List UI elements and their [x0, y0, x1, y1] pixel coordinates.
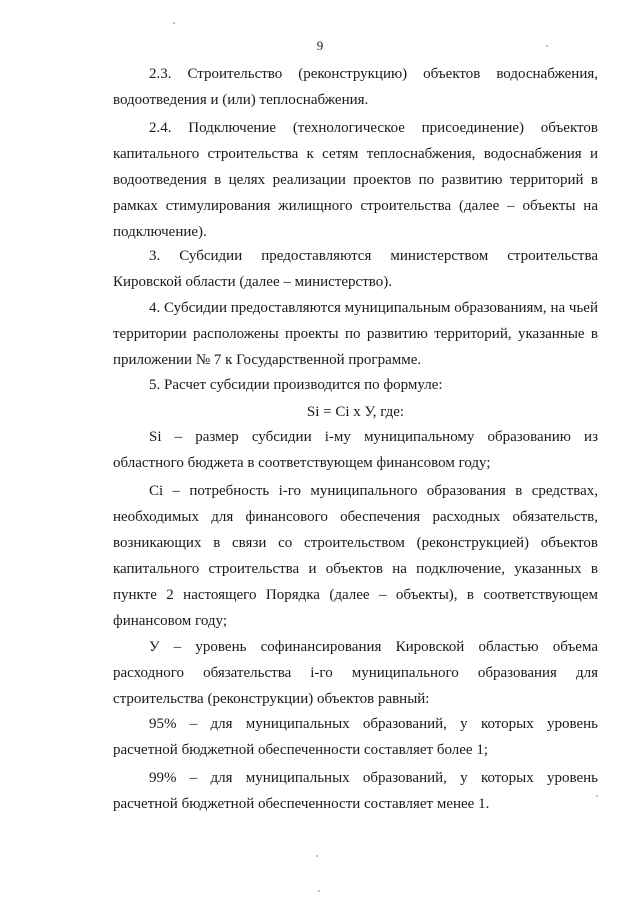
formula — [113, 399, 598, 425]
scan-speck — [318, 890, 320, 892]
paragraph-2-3-text: 2.3. Строительство (реконструкцию) объектов водоснабжения, водоотведения и (или) теплоснабжения. — [113, 66, 598, 108]
ci-definition-text: Ci – потребность i-го муниципального образования в средствах, необходимых для финансового обеспечения расходных обязательств, возникающих в связи со строительством (реконструкцией) объектов капитального строительства и объектов на подключение, указанных в пункте 2 настоящего Порядка (далее – объекты), в соответствующем финансовом году; — [113, 483, 598, 629]
scan-speck — [596, 795, 598, 797]
scan-speck — [316, 855, 318, 857]
paragraph-2-3 — [113, 61, 598, 113]
paragraph-3 — [113, 243, 598, 295]
paragraph-5 — [113, 372, 598, 398]
paragraph-4 — [113, 295, 598, 373]
paragraph-4-text: 4. Субсидии предоставляются муниципальным образованиям, на чьей территории расположены проекты по развитию территорий, указанные в приложении № 7 к Государственной программе. — [113, 300, 598, 368]
paragraph-5-text: 5. Расчет субсидии производится по формуле: — [149, 377, 443, 393]
scan-speck — [173, 22, 175, 24]
rate-95-item — [113, 711, 598, 763]
ci-definition — [113, 478, 598, 634]
rate-99-item — [113, 765, 598, 817]
page-number: 9 — [316, 38, 324, 53]
paragraph-2-4-text: 2.4. Подключение (технологическое присоединение) объектов капитального строительства к сетям теплоснабжения, водоснабжения и водоотведения в целях реализации проектов по развитию территорий в рамках стимулирования жилищного строительства (далее – объекты на подключение). — [113, 120, 598, 240]
si-definition-text: Si – размер субсидии i-му муниципальному образованию из областного бюджета в соответствующем финансовом году; — [113, 429, 598, 471]
rate-95-text: 95% – для муниципальных образований, у которых уровень расчетной бюджетной обеспеченности составляет более 1; — [113, 716, 598, 758]
formula-text: Si = Ci х У, где: — [306, 404, 405, 420]
rate-99-text: 99% – для муниципальных образований, у которых уровень расчетной бюджетной обеспеченности составляет менее 1. — [113, 770, 598, 812]
u-definition-text: У – уровень софинансирования Кировской областью объема расходного обязательства i-го муниципального образования для строительства (реконструкции) объектов равный: — [113, 639, 598, 707]
u-definition — [113, 634, 598, 712]
si-definition — [113, 424, 598, 476]
paragraph-3-text: 3. Субсидии предоставляются министерством строительства Кировской области (далее – министерство). — [113, 248, 598, 290]
scan-speck — [546, 45, 548, 47]
paragraph-2-4 — [113, 115, 598, 245]
